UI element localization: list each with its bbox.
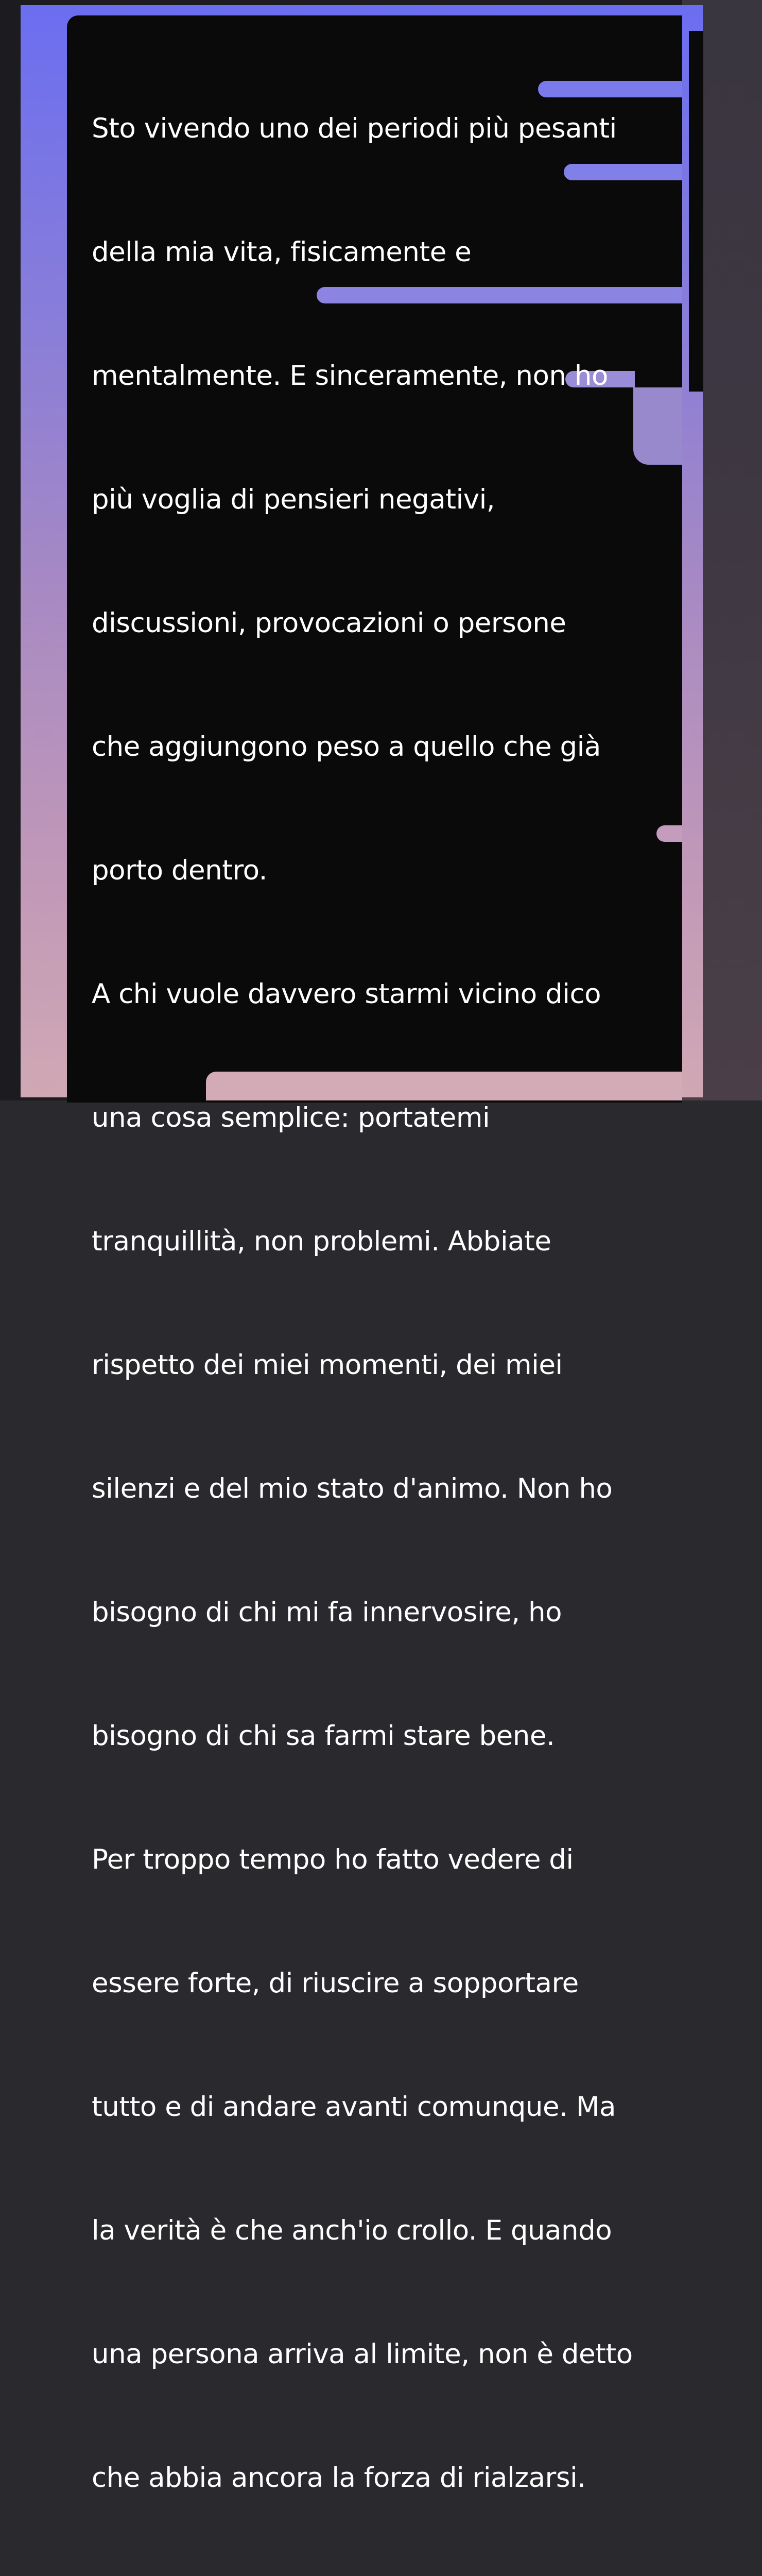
- story-text: [92, 26, 684, 2576]
- text-line: bisogno di chi mi fa innervosire, ho: [92, 1597, 562, 1628]
- text-line: più voglia di pensieri negativi,: [92, 484, 495, 515]
- text-line: la verità è che anch'io crollo. E quando: [92, 2215, 612, 2246]
- text-line: tranquillità, non problemi. Abbiate: [92, 1226, 551, 1257]
- text-line: bisogno di chi sa farmi stare bene.: [92, 1720, 555, 1752]
- text-line: Sto vivendo uno dei periodi più pesanti: [92, 113, 617, 144]
- text-line: porto dentro.: [92, 855, 268, 886]
- text-line: una cosa semplice: portatemi: [92, 1102, 490, 1133]
- text-line: che abbia ancora la forza di rialzarsi.: [92, 2462, 586, 2494]
- text-line: mentalmente. E sinceramente, non ho: [92, 360, 608, 392]
- text-line: essere forte, di riuscire a sopportare: [92, 1968, 579, 1999]
- text-line: una persona arriva al limite, non è detto: [92, 2338, 633, 2370]
- text-line: silenzi e del mio stato d'animo. Non ho: [92, 1473, 613, 1504]
- text-line: Per troppo tempo ho fatto vedere di: [92, 1844, 574, 1875]
- highlight-edge: [689, 31, 703, 392]
- text-line: tutto e di andare avanti comunque. Ma: [92, 2091, 616, 2123]
- text-line: rispetto dei miei momenti, dei miei: [92, 1349, 563, 1381]
- text-line: discussioni, provocazioni o persone: [92, 607, 566, 639]
- text-line: A chi vuole davvero starmi vicino dico: [92, 978, 601, 1010]
- text-line: che aggiungono peso a quello che già: [92, 731, 601, 762]
- text-line: della mia vita, fisicamente e: [92, 236, 472, 268]
